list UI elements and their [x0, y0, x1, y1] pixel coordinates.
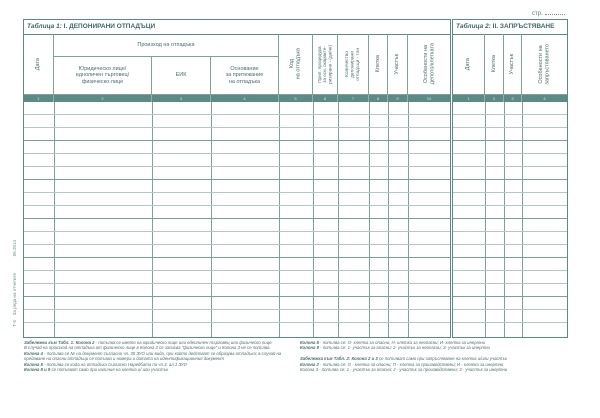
t2-header-section-label: Участък — [509, 53, 516, 75]
page-number-label: стр. — [532, 11, 543, 17]
note-bold: Колона 8 и 9 — [24, 367, 51, 373]
col-num: 9 — [388, 95, 408, 102]
note-bold: Колона 8 — [300, 340, 319, 345]
table-soil-covering — [452, 19, 568, 338]
col-num: 7 — [338, 95, 369, 102]
table-row[interactable] — [24, 219, 450, 232]
table-row[interactable] — [24, 206, 450, 219]
t2-header-date — [453, 34, 485, 95]
col-num: 2 — [485, 95, 504, 102]
table-row[interactable] — [24, 323, 450, 336]
note-bold: Колона 2 — [300, 361, 319, 367]
table-row[interactable] — [24, 115, 450, 128]
table-row[interactable] — [453, 297, 567, 310]
table-row[interactable] — [24, 167, 450, 180]
header-basis: Основание за притежание на отпадъка — [211, 57, 279, 95]
table-row[interactable] — [24, 271, 450, 284]
header-section-label: Участък — [394, 53, 401, 75]
col-num: 2 — [54, 95, 152, 102]
table2-title-prefix: Таблица 2: — [456, 23, 491, 30]
col-num: 4 — [211, 95, 279, 102]
table-row[interactable] — [453, 219, 567, 232]
t2-header-features — [522, 34, 567, 95]
side-middle-text: За реда на отчетите — [12, 273, 17, 316]
note-bold: Колона 5 — [24, 361, 43, 367]
header-procedure — [313, 34, 338, 95]
table-row[interactable] — [453, 180, 567, 193]
table2-body — [453, 102, 567, 337]
table-row[interactable] — [453, 245, 567, 258]
table-row[interactable] — [24, 284, 450, 297]
table2-title-text: II. ЗАПРЪСТЯВАНЕ — [492, 23, 555, 30]
note-bold: Забележки към Табл. 1: Колона 2 — [24, 340, 95, 345]
note-text: - попълва се кода на отпадъка съгласно Наредбата по чл.3, ал.1 ЗУО — [42, 361, 187, 367]
header-cell-label: Клетка — [374, 55, 381, 73]
table-row[interactable] — [24, 297, 450, 310]
header-quantity-label: Количество депонирани отпадъци - тон — [344, 47, 361, 81]
notes-table2 — [300, 340, 570, 372]
note-text: се попълват само при наличие на клетка и/ или участък — [50, 367, 169, 373]
header-date-label: Дата — [35, 57, 42, 71]
table-row[interactable] — [24, 193, 450, 206]
note-bold: Забележка към Табл. 2: Колона 2 и 3 — [300, 356, 378, 362]
t2-header-section — [504, 34, 522, 95]
table-row[interactable] — [453, 141, 567, 154]
page-number-blank[interactable] — [545, 9, 565, 15]
table1-title — [24, 20, 450, 35]
note-text: предаване на опасни отпадъци се попълва и номера и датата на идентификационния документ — [24, 356, 224, 362]
page-number-field[interactable] — [532, 9, 565, 17]
header-eik: ЕИК — [152, 57, 211, 95]
table-row[interactable] — [453, 128, 567, 141]
table-row[interactable] — [24, 180, 450, 193]
header-features — [408, 34, 450, 95]
table-row[interactable] — [453, 154, 567, 167]
table1-title-text: I. ДЕПОНИРАНИ ОТПАДЪЦИ — [63, 23, 156, 30]
table-row[interactable] — [24, 102, 450, 115]
table2-title — [453, 20, 567, 35]
side-date: 06.2014 — [12, 240, 17, 257]
note-text: - попълва се: О - клетка за опасни; П - клетка за производствени; И - клетка за инертни — [318, 361, 504, 367]
header-cell — [369, 34, 388, 95]
header-date — [24, 34, 54, 95]
header-section — [388, 34, 408, 95]
header-origin-group: Произход на отпадъка — [54, 34, 279, 57]
side-code: Т-5 — [12, 320, 17, 327]
table-row[interactable] — [24, 232, 450, 245]
table-row[interactable] — [453, 102, 567, 115]
note-text: - попълва се: 1- участък за опасни; 2- участък за неопасни; 3- участък за инертни — [318, 345, 490, 351]
table-deposited-waste — [23, 19, 451, 338]
note-text: - попълва се № на документ съгласно чл. 35 ЗУО или вида, при който действат се образува отпадъка; в случай на — [42, 350, 282, 356]
table1-title-prefix: Таблица 1: — [27, 23, 62, 30]
header-legal-entity: Юридическо лице/ едноличен търговец/ физическо лице — [54, 57, 152, 95]
notes-table1 — [24, 340, 296, 372]
note-text: се попълват само при запръстяване на клетка и/или участък — [377, 356, 507, 362]
table-row[interactable] — [453, 271, 567, 284]
col-num: 1 — [24, 95, 54, 102]
table2-column-number-bar — [453, 95, 567, 102]
t2-header-date-label: Дата — [465, 57, 472, 71]
col-num: 3 — [504, 95, 522, 102]
table-row[interactable] — [24, 141, 450, 154]
table-row[interactable] — [24, 154, 450, 167]
table-row[interactable] — [453, 284, 567, 297]
table-row[interactable] — [453, 258, 567, 271]
note-bold: Колона 9 — [300, 345, 319, 351]
header-waste-code — [279, 34, 313, 95]
t2-header-features-label: Особености на запръстяването — [538, 43, 551, 85]
col-num: 10 — [426, 96, 432, 101]
table-row[interactable] — [24, 245, 450, 258]
col-num: 4 — [543, 96, 546, 101]
table-row[interactable] — [453, 310, 567, 323]
col-num: 1 — [453, 95, 485, 102]
note-line — [300, 367, 570, 372]
table-row[interactable] — [24, 258, 450, 271]
note-text: Колона 3 - попълва се: 1 - участък за опасни; 2 - участък за производствени; 3 - участък за инертни — [300, 367, 508, 373]
col-num: 3 — [152, 95, 211, 102]
note-line — [24, 367, 296, 372]
header-features-label: Особености на депото/клетката — [422, 43, 435, 85]
table-row[interactable] — [453, 232, 567, 245]
table-row[interactable] — [453, 206, 567, 219]
note-bold: Колона 4 — [24, 350, 43, 356]
note-text: - попълва се: О- клетка за опасни; Н- клетка за неопасни; И- клетка за инертни — [318, 340, 486, 345]
table1-column-number-bar — [24, 95, 450, 102]
table1-body — [24, 102, 450, 337]
t2-header-cell — [485, 34, 504, 95]
t2-header-cell-label: Клетка — [490, 55, 497, 73]
col-num: 8 — [369, 95, 388, 102]
col-num: 6 — [313, 95, 338, 102]
col-num: 5 — [279, 95, 313, 102]
table-row[interactable] — [453, 323, 567, 336]
note-text: В случай на произход на отпадъка от физическо лице в Колона 2 се записва "физическо лице" и Колона 3 не се попълва — [24, 345, 270, 351]
header-procedure-label: Прил. процедура за осн. охаракте- ризиране - (да/не) — [317, 44, 333, 84]
note-text: - попълва се името на юридическо лице или едноличен търговец или физическо лице. — [94, 340, 273, 345]
header-waste-code-label: Код на отпадъка — [289, 48, 302, 80]
table-row[interactable] — [453, 193, 567, 206]
table-row[interactable] — [24, 310, 450, 323]
header-quantity — [338, 34, 369, 95]
table-row[interactable] — [24, 128, 450, 141]
table-row[interactable] — [453, 167, 567, 180]
table-row[interactable] — [453, 115, 567, 128]
